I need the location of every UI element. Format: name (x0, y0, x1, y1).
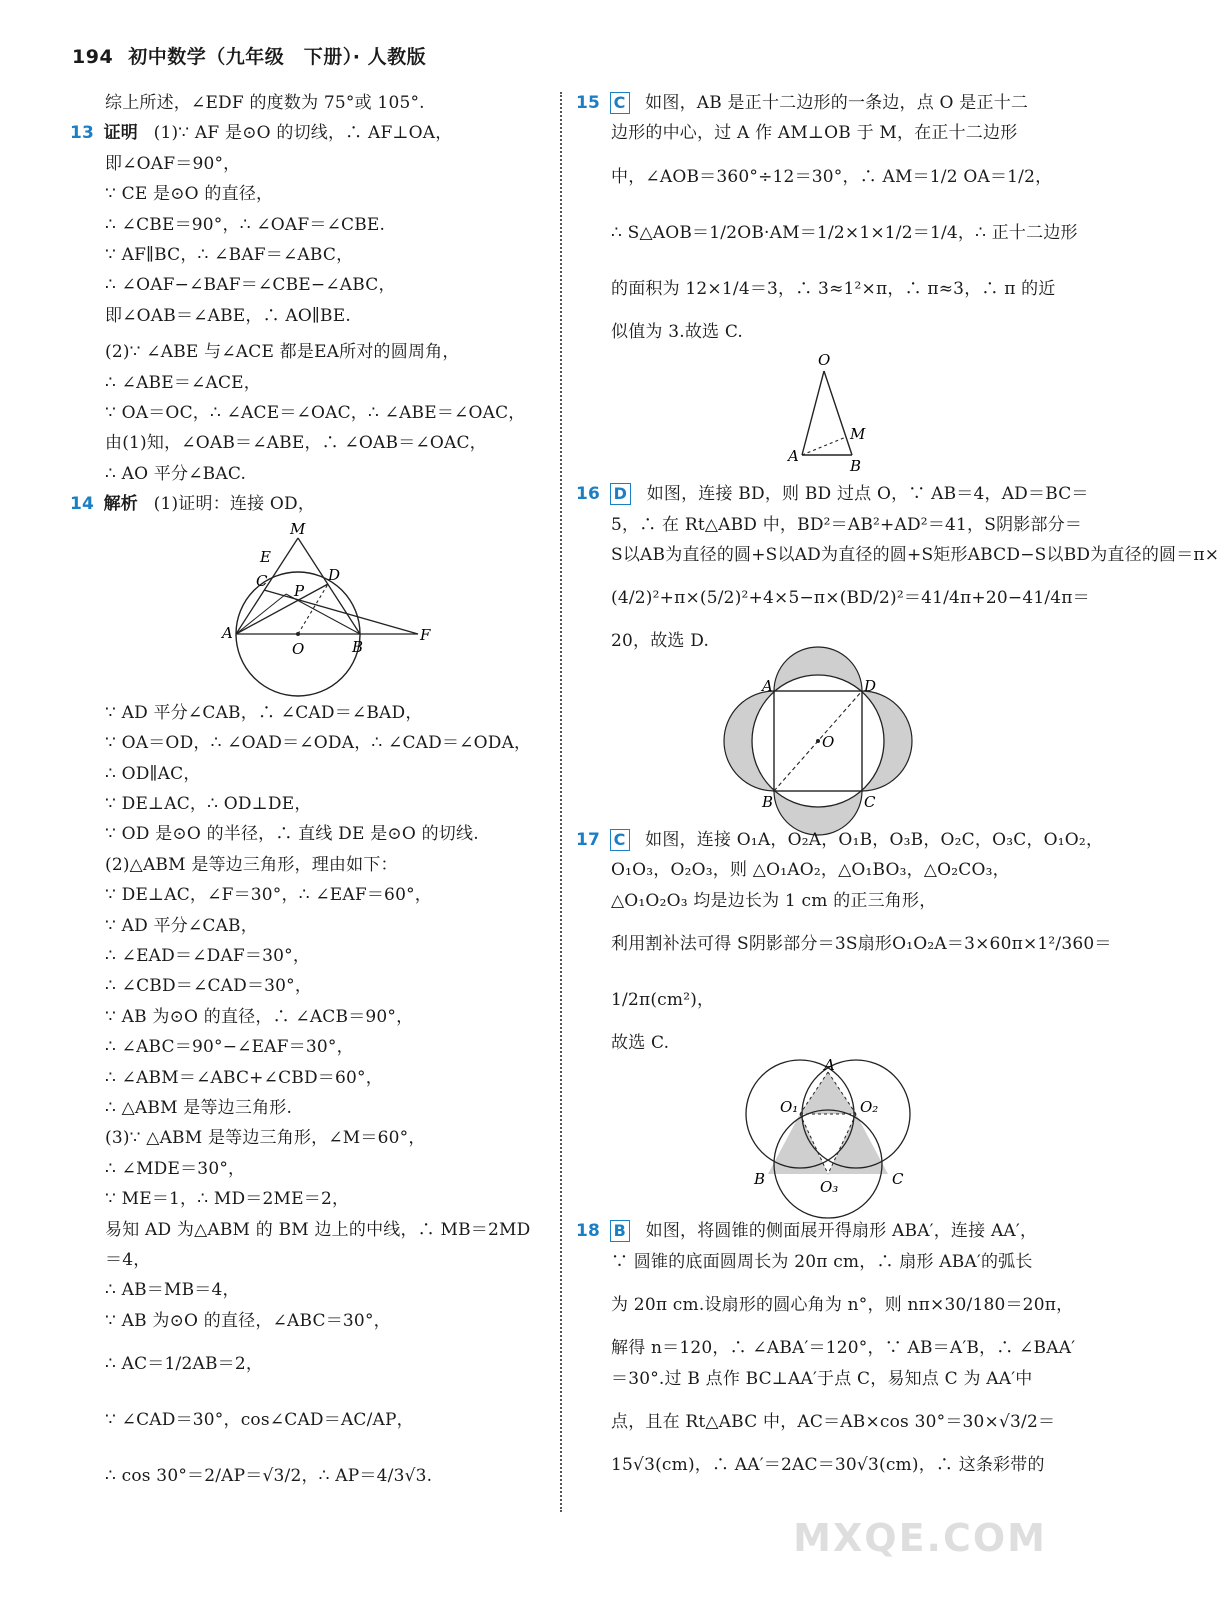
text-line: ∴ △ABM 是等边三角形. (105, 1097, 293, 1118)
question-14-head (72, 489, 542, 519)
label-M: M (850, 425, 866, 444)
figure-triangle-OAB (774, 351, 894, 475)
text-line: (1)∵ AF 是⊙O 的切线，∴ AF⊥OA， (153, 123, 453, 144)
answer-choice: D (610, 483, 631, 505)
label-P: P (294, 581, 305, 600)
text-line: 由(1)知，∠OAB＝∠ABE，∴ ∠OAB＝∠OAC， (105, 433, 487, 454)
label-B: B (762, 792, 774, 811)
text-line: 解得 n＝120，∴ ∠ABA′＝120°，∵ AB＝A′B，∴ ∠BAA′ (611, 1338, 1076, 1359)
text-line: S以AB为直径的圆+S以AD为直径的圆+S矩形ABCD−S以BD为直径的圆＝π× (611, 545, 1219, 566)
question-number: 17 (576, 829, 601, 850)
text-line: 20，故选 D. (611, 631, 710, 652)
page-number: 194 (72, 46, 114, 68)
label-O2: O₂ (860, 1098, 879, 1117)
text-line: (2)△ABM 是等边三角形，理由如下： (105, 854, 398, 875)
page-header (72, 42, 426, 70)
label-A: A (762, 676, 773, 695)
text-line: ∴ ∠CBD＝∠CAD＝30°， (105, 976, 313, 997)
question-18-head (578, 1216, 1050, 1246)
question-number: 15 (576, 93, 601, 113)
text-line: 的面积为 12×1/4＝3，∴ 3≈1²×π，∴ π≈3，∴ π 的近 (611, 278, 1056, 299)
text-line: ∵ OA＝OD，∴ ∠OAD＝∠ODA，∴ ∠CAD＝∠ODA， (105, 733, 532, 754)
answer-label: 解析 (103, 494, 139, 515)
text-line: O₁O₃，O₂O₃，则 △O₁AO₂，△O₁BO₃，△O₂CO₃， (611, 860, 1010, 881)
text-line: (3)∵ △ABM 是等边三角形，∠M＝60°， (105, 1128, 426, 1149)
text-line: 易知 AD 为△ABM 的 BM 边上的中线，∴ MB＝2MD (105, 1219, 531, 1240)
text-line: 15√3(cm)，∴ AA′＝2AC＝30√3(cm)，∴ 这条彩带的 (611, 1455, 1045, 1476)
text-line: (1)证明：连接 OD， (153, 494, 316, 515)
text-line: ∴ AC＝1/2AB＝2， (105, 1354, 264, 1375)
label-O3: O₃ (820, 1178, 839, 1197)
text-line: ∴ ∠CBE＝90°，∴ ∠OAF＝∠CBE. (105, 214, 386, 235)
text-line: △O₁O₂O₃ 均是边长为 1 cm 的正三角形， (611, 890, 937, 911)
answer-choice: C (610, 92, 630, 114)
figure-rectangle-semicircles (738, 661, 898, 821)
question-16-head (576, 479, 1089, 509)
text-line: ∵ ∠CAD＝30°，cos∠CAD＝AC/AP， (105, 1410, 414, 1431)
label-O1: O₁ (780, 1098, 799, 1117)
question-number: 18 (576, 1221, 601, 1242)
label-A: A (788, 447, 799, 466)
label-A: A (222, 623, 233, 642)
label-C: C (892, 1170, 904, 1189)
figure-circle-tangent (220, 519, 450, 694)
label-B: B (754, 1170, 766, 1189)
text-line: (4/2)²+π×(5/2)²+4×5−π×(BD/2)²＝41/4π+20−41/4π＝ (611, 588, 1090, 609)
text-line: 如图，将圆锥的侧面展开得扇形 ABA′，连接 AA′， (645, 1221, 1038, 1242)
label-D: D (328, 565, 341, 584)
text-line: 点，且在 Rt△ABC 中，AC＝AB×cos 30°＝30×√3/2＝ (611, 1412, 1056, 1433)
text-line: 如图，AB 是正十二边形的一条边，点 O 是正十二 (645, 93, 1029, 113)
book-title: 初中数学（九年级 下册）· 人教版 (128, 46, 427, 68)
text-line: ∴ cos 30°＝2/AP＝√3/2，∴ AP＝4/3√3. (105, 1466, 433, 1487)
text-line: ∵ ME＝1，∴ MD＝2ME＝2， (105, 1189, 350, 1210)
text-line: 似值为 3.故选 C. (611, 321, 744, 342)
question-17-head (576, 825, 1104, 855)
answer-choice: B (610, 1220, 630, 1242)
text-line: 1/2π(cm²)， (611, 990, 715, 1011)
text-line: ∴ ∠OAF−∠BAF＝∠CBE−∠ABC， (105, 275, 396, 296)
text-line: ＝30°.过 B 点作 BC⊥AA′于点 C，易知点 C 为 AA′中 (611, 1368, 1033, 1389)
text-line: ∵ 圆锥的底面圆周长为 20π cm，∴ 扇形 ABA′的弧长 (611, 1251, 1033, 1272)
text-line: ∵ DE⊥AC，∴ OD⊥DE， (105, 793, 312, 814)
text-line: ∵ AD 平分∠CAB， (105, 915, 258, 936)
text-line: ∵ AB 为⊙O 的直径，∴ ∠ACB＝90°， (105, 1006, 414, 1027)
text-line: 利用割补法可得 S阴影部分＝3S扇形O₁O₂A＝3×60π×1²/360＝ (611, 934, 1112, 955)
question-13-head (72, 118, 542, 148)
text-line: ∴ S△AOB＝1/2OB·AM＝1/2×1×1/2＝1/4，∴ 正十二边形 (611, 222, 1078, 243)
text-line: ∴ OD∥AC， (105, 763, 201, 784)
text-line: ∵ AD 平分∠CAB，∴ ∠CAD＝∠BAD， (105, 702, 423, 723)
column-divider (560, 92, 562, 1512)
question-number: 13 (70, 123, 95, 144)
text-line: ∵ AB 为⊙O 的直径，∠ABC＝30°， (105, 1310, 391, 1331)
right-column (576, 88, 1219, 1481)
label-O: O (822, 732, 835, 751)
text-line: 如图，连接 O₁A，O₂A，O₁B，O₃B，O₂C，O₃C，O₁O₂， (645, 829, 1104, 850)
text-line: ∵ OA＝OC，∴ ∠ACE＝∠OAC，∴ ∠ABE＝∠OAC， (105, 403, 526, 424)
text-line: (2)∵ ∠ABE 与∠ACE 都是EA所对的圆周角， (105, 342, 460, 363)
label-A: A (824, 1056, 835, 1075)
text-line: 为 20π cm.设扇形的圆心角为 n°，则 nπ×30/180＝20π， (611, 1295, 1074, 1316)
label-B: B (352, 637, 364, 656)
label-E: E (260, 547, 271, 566)
text-line: ∵ OD 是⊙O 的半径，∴ 直线 DE 是⊙O 的切线. (105, 824, 479, 845)
label-D: D (864, 676, 877, 695)
text-line: 即∠OAF＝90°， (105, 153, 241, 174)
label-O: O (292, 639, 305, 658)
text-line: 5，∴ 在 Rt△ABD 中，BD²＝AB²+AD²＝41，S阴影部分＝ (611, 514, 1083, 535)
text-line: ∴ ∠ABE＝∠ACE， (105, 372, 261, 393)
label-B: B (850, 457, 862, 476)
text-line: 故选 C. (611, 1033, 670, 1054)
figure-three-circles (728, 1056, 928, 1212)
answer-choice: C (610, 829, 630, 851)
text-line: ∵ AF∥BC，∴ ∠BAF＝∠ABC， (105, 245, 354, 266)
label-C: C (256, 571, 268, 590)
text-line: 如图，连接 BD，则 BD 过点 O，∵ AB＝4，AD＝BC＝ (646, 484, 1089, 505)
question-number: 14 (70, 494, 95, 515)
text-line: ∴ ∠EAD＝∠DAF＝30°， (105, 945, 311, 966)
text-line: ∴ ∠ABM＝∠ABC+∠CBD＝60°， (105, 1067, 383, 1088)
text-line: ∴ ∠MDE＝30°， (105, 1158, 246, 1179)
text-line: ∴ AB＝MB＝4， (105, 1280, 240, 1301)
text-line: ∴ ∠ABC＝90°−∠EAF＝30°， (105, 1037, 354, 1058)
text-line: 综上所述，∠EDF 的度数为 75°或 105°. (105, 93, 425, 113)
label-F: F (420, 625, 431, 644)
question-15-head (578, 88, 1050, 118)
label-M: M (290, 519, 306, 538)
label-C: C (864, 792, 876, 811)
text-line: 边形的中心，过 A 作 AM⊥OB 于 M，在正十二边形 (611, 123, 1018, 144)
label-O: O (818, 351, 831, 370)
text-line: ∵ DE⊥AC，∠F＝30°，∴ ∠EAF＝60°， (105, 885, 432, 906)
answer-label: 证明 (103, 123, 139, 144)
text-line: 中，∠AOB＝360°÷12＝30°，∴ AM＝1/2 OA＝1/2， (611, 166, 1053, 187)
left-column (72, 88, 542, 1504)
question-number: 16 (576, 484, 601, 505)
text-line: ∴ AO 平分∠BAC. (105, 463, 247, 484)
text-line: ∵ CE 是⊙O 的直径， (105, 184, 274, 205)
text-line: 即∠OAB＝∠ABE，∴ AO∥BE. (105, 305, 351, 326)
watermark: MXQE.COM (793, 1516, 1047, 1560)
text-line: ＝4， (105, 1250, 151, 1270)
